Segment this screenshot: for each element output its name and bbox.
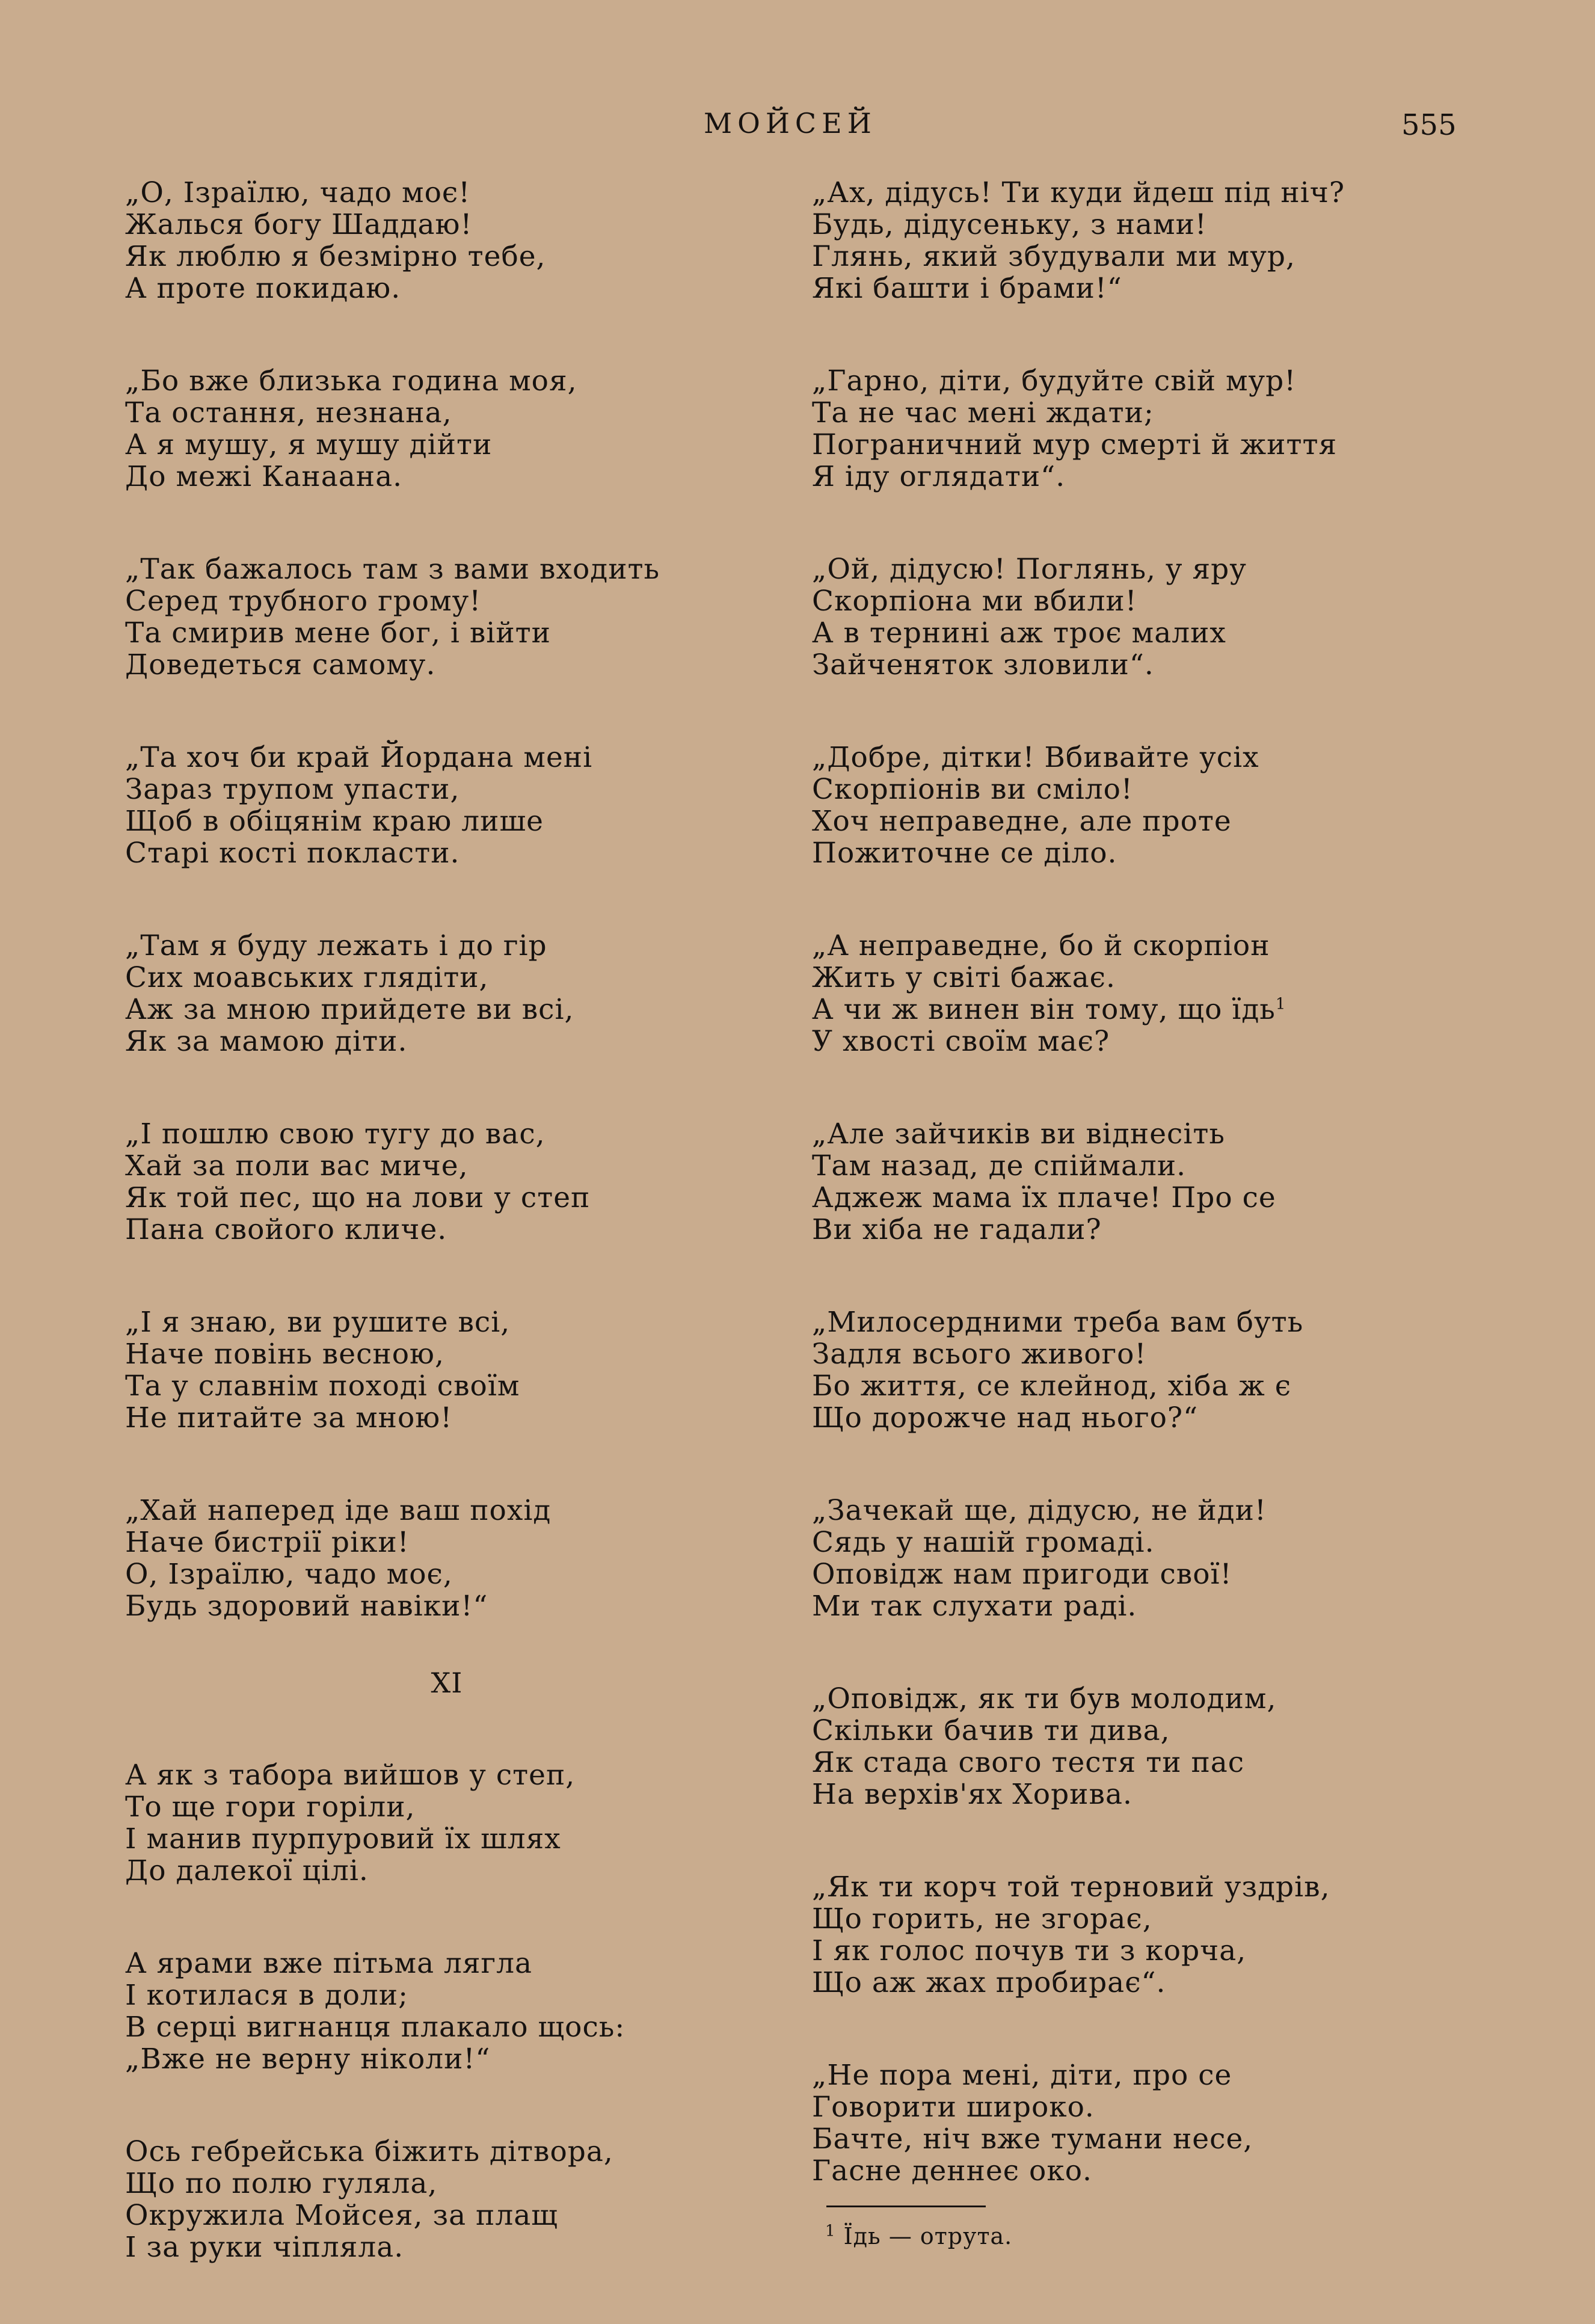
- stanza: [125, 177, 817, 304]
- verse-text: Задля всього живого!: [812, 1338, 1147, 1371]
- verse-line: [125, 1214, 817, 1246]
- verse-text: „Як ти корч той терновий уздрів,: [812, 1871, 1330, 1904]
- verse-line: [125, 1025, 817, 1057]
- footnote-rule: [826, 2206, 986, 2207]
- verse-text: „Не пора мені, діти, про се: [812, 2059, 1232, 2092]
- verse-line: [125, 930, 817, 962]
- verse-line: [812, 649, 1576, 681]
- verse-line: [125, 805, 817, 837]
- verse-line: [812, 2123, 1576, 2155]
- verse-line: [812, 553, 1576, 585]
- stanza: [125, 930, 817, 1057]
- verse-line: [125, 994, 817, 1025]
- verse-text: А проте покидаю.: [125, 272, 401, 305]
- verse-line: [125, 1338, 817, 1370]
- verse-text: А в тернині аж троє малих: [812, 616, 1226, 650]
- verse-line: [812, 585, 1576, 617]
- verse-line: [812, 1590, 1576, 1622]
- verse-line: [812, 1025, 1576, 1057]
- verse-text: О, Ізраїлю, чадо моє,: [125, 1558, 453, 1591]
- verse-line: [125, 649, 817, 681]
- stanza: [125, 1118, 817, 1246]
- running-title: МОЙСЕЙ: [704, 107, 877, 140]
- verse-text: „Милосердними треба вам буть: [812, 1306, 1304, 1339]
- verse-line: [812, 930, 1576, 962]
- verse-text: Пана свойого кличе.: [125, 1213, 447, 1246]
- verse-line: [125, 2200, 817, 2231]
- verse-text: Бачте, ніч вже тумани несе,: [812, 2123, 1253, 2156]
- verse-line: [812, 1715, 1576, 1747]
- verse-line: [125, 1590, 817, 1622]
- verse-text: Пограничний мур смерті й життя: [812, 428, 1338, 461]
- footnote: [825, 2223, 1576, 2250]
- verse-line: [125, 1495, 817, 1526]
- verse-line: [812, 241, 1576, 272]
- stanza: [812, 1683, 1576, 1810]
- verse-text: „Оповідж, як ти був молодим,: [812, 1682, 1277, 1715]
- verse-line: [125, 272, 817, 304]
- verse-line: [125, 742, 817, 773]
- verse-text: Бо життя, се клейнод, хіба ж є: [812, 1370, 1292, 1403]
- stanza: [812, 930, 1576, 1057]
- verse-text: Зайченяток зловили“.: [812, 648, 1154, 681]
- verse-text: Старі кості покласти.: [125, 837, 460, 870]
- stanza: [125, 2136, 817, 2263]
- verse-text: „Ах, дідусь! Ти куди йдеш під ніч?: [812, 176, 1345, 209]
- verse-text: Глянь, який збудували ми мур,: [812, 240, 1295, 273]
- verse-text: „Гарно, діти, будуйте свій мур!: [812, 364, 1297, 398]
- verse-text: Я іду оглядати“.: [812, 460, 1066, 493]
- verse-text: До далекої цілі.: [125, 1854, 369, 1887]
- verse-line: [125, 1306, 817, 1338]
- verse-line: [125, 241, 817, 272]
- verse-text: „І пошлю свою тугу до вас,: [125, 1117, 545, 1151]
- verse-line: [812, 177, 1576, 209]
- verse-line: [125, 773, 817, 805]
- verse-text: А чи ж винен він тому, що їдь: [812, 993, 1276, 1026]
- verse-text: Ви хіба не гадали?: [812, 1213, 1102, 1246]
- verse-text: Оповідж нам пригоди свої!: [812, 1558, 1232, 1591]
- verse-line: [812, 1935, 1576, 1967]
- verse-text: „Там я буду лежать і до гір: [125, 929, 547, 962]
- verse-line: [125, 962, 817, 994]
- verse-text: Не питайте за мною!: [125, 1401, 453, 1434]
- verse-line: [812, 773, 1576, 805]
- verse-line: [812, 1747, 1576, 1778]
- verse-line: [812, 1182, 1576, 1214]
- verse-line: [812, 805, 1576, 837]
- verse-line: [125, 1526, 817, 1558]
- verse-text: Хай за поли вас миче,: [125, 1149, 469, 1182]
- verse-line: [812, 1306, 1576, 1338]
- verse-text: Скорпіона ми вбили!: [812, 585, 1137, 618]
- verse-text: А ярами вже пітьма лягла: [125, 1947, 533, 1980]
- verse-text: Будь здоровий навіки!“: [125, 1590, 488, 1623]
- verse-text: На верхів'ях Хорива.: [812, 1778, 1132, 1811]
- verse-line: [125, 837, 817, 869]
- stanza: [812, 553, 1576, 681]
- verse-line: [812, 1214, 1576, 1246]
- right-stanzas: [812, 177, 1576, 2187]
- verse-line: [812, 1370, 1576, 1402]
- verse-line: [812, 1526, 1576, 1558]
- verse-text: До межі Канаана.: [125, 460, 403, 493]
- verse-text: В серці вигнанця плакало щось:: [125, 2011, 625, 2044]
- left-stanzas-after: [125, 1759, 817, 2263]
- verse-line: [125, 1182, 817, 1214]
- verse-line: [125, 1947, 817, 1979]
- stanza: [125, 1306, 817, 1434]
- verse-line: [812, 1150, 1576, 1182]
- verse-line: [125, 2168, 817, 2200]
- verse-text: „Але зайчиків ви віднесіть: [812, 1117, 1225, 1151]
- right-column: [812, 177, 1576, 2250]
- stanza: [812, 1306, 1576, 1434]
- verse-text: Сих моавських глядіти,: [125, 961, 489, 994]
- verse-text: Аж за мною прийдете ви всі,: [125, 993, 574, 1026]
- verse-text: Як люблю я безмірно тебе,: [125, 240, 546, 273]
- verse-line: [125, 1558, 817, 1590]
- verse-text: Говорити широко.: [812, 2091, 1095, 2124]
- verse-text: Жалься богу Шаддаю!: [125, 208, 473, 241]
- verse-line: [125, 2231, 817, 2263]
- verse-line: [125, 1979, 817, 2011]
- verse-text: „Добре, дітки! Вбивайте усіх: [812, 741, 1259, 774]
- verse-text: Наче бистрії ріки!: [125, 1526, 410, 1559]
- verse-line: [125, 2136, 817, 2168]
- verse-text: І як голос почув ти з корча,: [812, 1934, 1247, 1967]
- stanza: [125, 553, 817, 681]
- stanza: [812, 1495, 1576, 1622]
- verse-line: [812, 1683, 1576, 1715]
- verse-line: [812, 837, 1576, 869]
- stanza: [812, 2059, 1576, 2187]
- verse-line: [812, 2059, 1576, 2091]
- verse-line: [125, 397, 817, 429]
- page-number: 555: [1401, 108, 1457, 142]
- verse-text: Як стада свого тестя ти пас: [812, 1746, 1245, 1779]
- verse-line: [812, 461, 1576, 493]
- stanza: [812, 1118, 1576, 1246]
- verse-line: [125, 2043, 817, 2075]
- footnote-text: Їдь — отрута.: [843, 2223, 1013, 2249]
- verse-line: [125, 1150, 817, 1182]
- verse-line: [812, 1967, 1576, 1999]
- verse-line: [125, 177, 817, 209]
- verse-line: [125, 1402, 817, 1434]
- verse-line: [812, 1871, 1576, 1903]
- left-stanzas-before: [125, 177, 817, 1622]
- verse-text: „Хай наперед іде ваш похід: [125, 1494, 552, 1527]
- verse-line: [125, 2011, 817, 2043]
- verse-text: Жить у світі бажає.: [812, 961, 1116, 994]
- verse-line: [125, 1759, 817, 1791]
- verse-text: Будь, дідусеньку, з нами!: [812, 208, 1207, 241]
- stanza: [812, 742, 1576, 869]
- verse-text: А як з табора вийшов у степ,: [125, 1759, 576, 1792]
- verse-text: Доведеться самому.: [125, 648, 436, 681]
- verse-text: „А неправедне, бо й скорпіон: [812, 929, 1270, 962]
- verse-text: Що горить, не згорає,: [812, 1902, 1152, 1935]
- verse-line: [125, 461, 817, 493]
- verse-text: Там назад, де спіймали.: [812, 1149, 1187, 1182]
- verse-line: [125, 553, 817, 585]
- verse-line: [812, 1558, 1576, 1590]
- stanza: [125, 1759, 817, 1887]
- verse-text: Серед трубного грому!: [125, 585, 482, 618]
- verse-text: Скільки бачив ти дива,: [812, 1714, 1170, 1747]
- verse-line: [812, 1338, 1576, 1370]
- footnote-reference: 1: [1275, 995, 1286, 1013]
- verse-text: „Так бажалось там з вами входить: [125, 553, 660, 586]
- stanza: [125, 365, 817, 493]
- verse-line: [125, 1370, 817, 1402]
- verse-text: „Та хоч би край Йордана мені: [125, 741, 593, 774]
- verse-line: [125, 585, 817, 617]
- verse-text: „О, Ізраїлю, чадо моє!: [125, 176, 471, 209]
- verse-line: [812, 397, 1576, 429]
- stanza: [125, 1947, 817, 2075]
- verse-text: І манив пурпуровий їх шлях: [125, 1822, 561, 1855]
- verse-text: „І я знаю, ви рушите всі,: [125, 1306, 511, 1339]
- verse-line: [812, 617, 1576, 649]
- left-column: [125, 177, 817, 2324]
- verse-text: Як за мамою діти.: [125, 1025, 408, 1058]
- verse-line: [812, 1402, 1576, 1434]
- verse-line: [812, 1778, 1576, 1810]
- verse-text: Окружила Мойсея, за плащ: [125, 2199, 558, 2232]
- verse-text: „Вже не верну ніколи!“: [125, 2043, 491, 2076]
- verse-text: Аджеж мама їх плаче! Про се: [812, 1181, 1276, 1214]
- verse-text: А я мушу, я мушу дійти: [125, 428, 493, 461]
- verse-text: Та у славнім поході своїм: [125, 1370, 520, 1403]
- verse-text: Що по полю гуляла,: [125, 2167, 438, 2200]
- stanza: [812, 1871, 1576, 1999]
- verse-line: [812, 1903, 1576, 1935]
- verse-text: Гасне деннеє око.: [812, 2154, 1092, 2187]
- verse-text: Та не час мені ждати;: [812, 396, 1154, 429]
- verse-text: Ось гебрейська біжить дітвора,: [125, 2135, 613, 2168]
- verse-line: [812, 429, 1576, 461]
- verse-text: Зараз трупом упасти,: [125, 773, 460, 806]
- verse-text: Та смирив мене бог, і війти: [125, 616, 551, 650]
- verse-line: [812, 365, 1576, 397]
- verse-text: Щоб в обіцянім краю лише: [125, 805, 544, 838]
- verse-text: Які башти і брами!“: [812, 272, 1122, 305]
- verse-line: [125, 429, 817, 461]
- verse-line: [812, 2155, 1576, 2187]
- verse-line: [125, 617, 817, 649]
- verse-text: Скорпіонів ви сміло!: [812, 773, 1133, 806]
- verse-line: [812, 1118, 1576, 1150]
- verse-line: [812, 209, 1576, 241]
- verse-text: Наче повінь весною,: [125, 1338, 444, 1371]
- verse-text: Що дорожче над нього?“: [812, 1401, 1199, 1434]
- verse-line: [812, 742, 1576, 773]
- verse-text: „Ой, дідусю! Поглянь, у яру: [812, 553, 1247, 586]
- verse-text: Що аж жах пробирає“.: [812, 1966, 1166, 1999]
- verse-line: [812, 994, 1576, 1025]
- verse-text: У хвості своїм має?: [812, 1025, 1110, 1058]
- stanza: [812, 365, 1576, 493]
- verse-line: [125, 365, 817, 397]
- stanza: [812, 177, 1576, 304]
- verse-line: [812, 1495, 1576, 1526]
- section-heading: XI: [431, 1667, 463, 1699]
- verse-line: [125, 1823, 817, 1855]
- verse-line: [812, 962, 1576, 994]
- verse-line: [812, 272, 1576, 304]
- footnote-marker: 1: [825, 2222, 836, 2240]
- verse-line: [125, 1118, 817, 1150]
- verse-text: Хоч неправедне, але проте: [812, 805, 1232, 838]
- verse-text: І котилася в доли;: [125, 1979, 408, 2012]
- stanza: [125, 742, 817, 869]
- verse-text: Та остання, незнана,: [125, 396, 452, 429]
- verse-line: [812, 2091, 1576, 2123]
- verse-text: То ще гори горіли,: [125, 1791, 416, 1824]
- verse-text: Пожиточне се діло.: [812, 837, 1117, 870]
- verse-line: [125, 1855, 817, 1887]
- verse-text: „Зачекай ще, дідусю, не йди!: [812, 1494, 1267, 1527]
- verse-text: „Бо вже близька година моя,: [125, 364, 577, 398]
- verse-text: Сядь у нашій громаді.: [812, 1526, 1155, 1559]
- verse-line: [125, 209, 817, 241]
- verse-text: І за руки чіпляла.: [125, 2231, 404, 2264]
- stanza: [125, 1495, 817, 1622]
- verse-text: Як той пес, що на лови у степ: [125, 1181, 591, 1214]
- verse-line: [125, 1791, 817, 1823]
- verse-text: Ми так слухати раді.: [812, 1590, 1137, 1623]
